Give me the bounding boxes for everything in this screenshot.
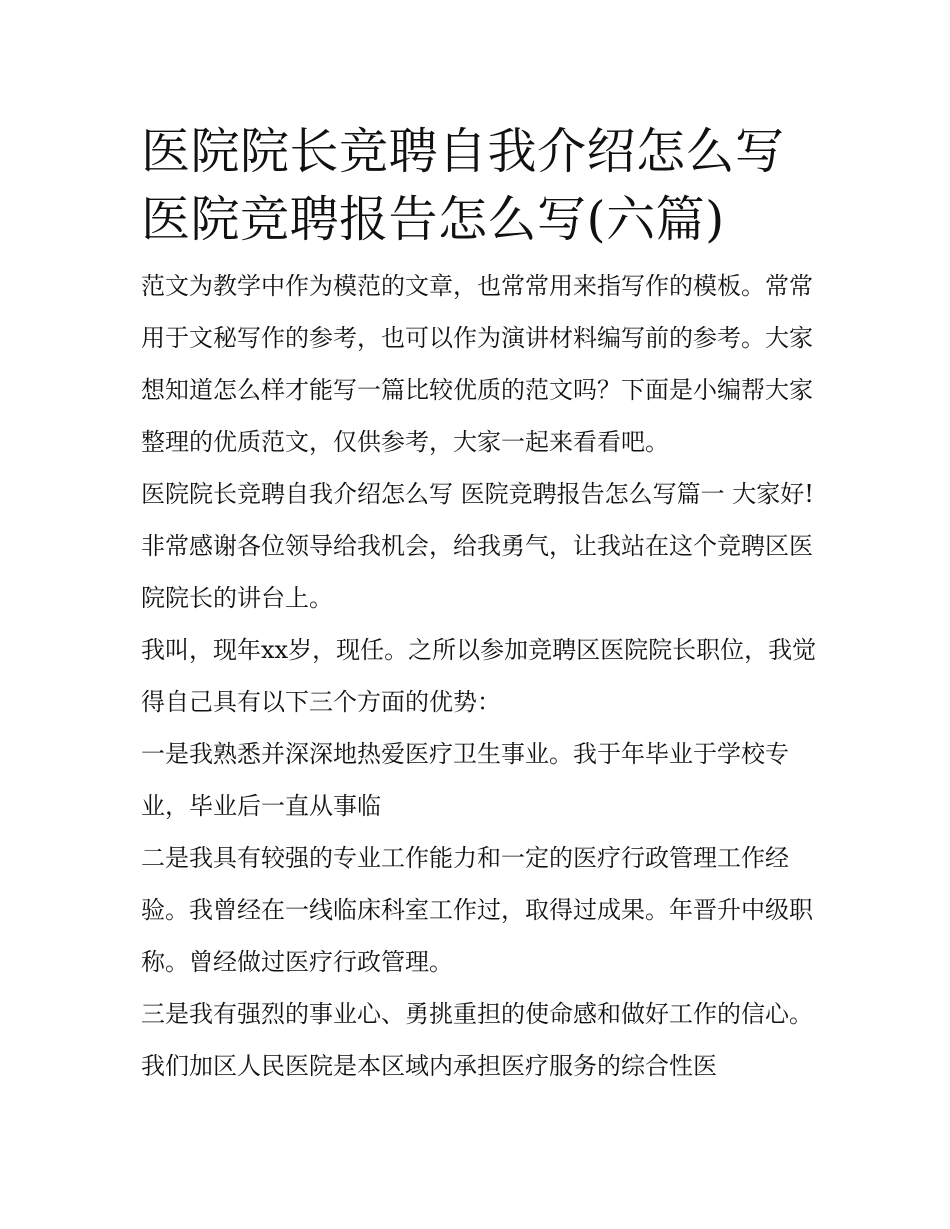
paragraph-self-intro: 我叫，现年xx岁，现任。之所以参加竞聘区医院院长职位，我觉得自己具有以下三个方面的优势： <box>141 636 817 716</box>
paragraph-intro: 范文为教学中作为模范的文章，也常常用来指写作的模板。常常用于文秘写作的参考，也可以作为演讲材料编写前的参考。大家想知道怎么样才能写一篇比较优质的范文吗？下面是小编帮大家整理的优质范文，仅供参考，大家一起来看看吧。 <box>141 272 813 456</box>
document-title <box>141 118 821 254</box>
title-line-2: 医院竞聘报告怎么写(六篇) <box>141 191 725 248</box>
paragraph-advantage-2: 二是我具有较强的专业工作能力和一定的医疗行政管理工作经验。我曾经在一线临床科室工作过，取得过成果。年晋升中级职称。曾经做过医疗行政管理。 <box>141 844 813 976</box>
document-content <box>141 118 821 1092</box>
paragraph-greeting: 医院院长竞聘自我介绍怎么写 医院竞聘报告怎么写篇一 大家好!非常感谢各位领导给我机会，给我勇气，让我站在这个竞聘区医院院长的讲台上。 <box>141 480 814 612</box>
paragraph-advantage-3: 三是我有强烈的事业心、勇挑重担的使命感和做好工作的信心。我们加区人民医院是本区域内承担医疗服务的综合性医 <box>141 1000 813 1080</box>
document-body <box>141 260 821 1092</box>
title-line-1: 医院院长竞聘自我介绍怎么写 <box>141 123 785 180</box>
paragraph-advantage-1: 一是我熟悉并深深地热爱医疗卫生事业。我于年毕业于学校专业，毕业后一直从事临 <box>141 740 789 820</box>
